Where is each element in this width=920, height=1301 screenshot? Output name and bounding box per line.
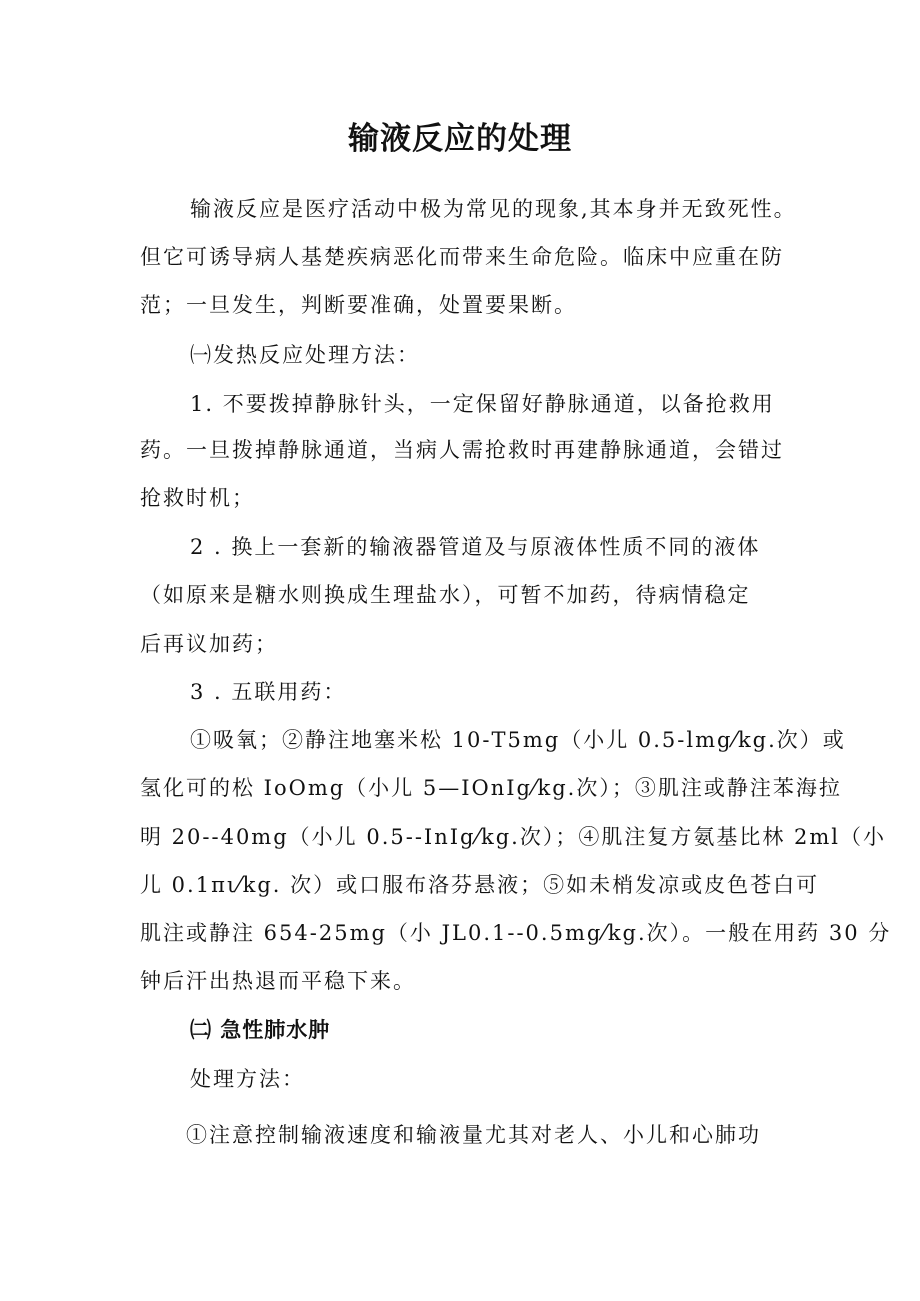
paragraph-line: 儿 0.1πι⁄kg. 次）或口服布洛芬悬液；⑤如未梢发凉或皮色苍白可 (140, 873, 820, 897)
paragraph-line: 1. 不要拨掉静脉针头，一定保留好静脉通道，以备抢救用 (190, 392, 775, 416)
paragraph-line: 范；一旦发生，判断要准确，处置要果断。 (140, 293, 577, 317)
paragraph-line: 3 . 五联用药： (190, 680, 347, 704)
paragraph-line: ①吸氧；②静注地塞米松 10-T5mg（小儿 0.5-lmg⁄kg.次）或 (190, 728, 846, 752)
paragraph-line: 药。一旦拨掉静脉通道，当病人需抢救时再建静脉通道，会错过 (140, 438, 784, 462)
paragraph-line: 输液反应是医疗活动中极为常见的现象,其本身并无致死性。 (190, 197, 797, 221)
paragraph-line: 抢救时机； (140, 486, 255, 510)
paragraph-line: 钟后汗出热退而平稳下来。 (140, 969, 416, 993)
paragraph-line: 氢化可的松 IoOmg（小儿 5—IOnIg⁄kg.次）；③肌注或静注苯海拉 (140, 776, 842, 800)
paragraph-line: 明 20--40mg（小儿 0.5--InIg⁄kg.次）；④肌注复方氨基比林 2ml（小 (140, 825, 887, 849)
paragraph-line: 肌注或静注 654-25mg（小 JL0.1--0.5mg⁄kg.次）。一般在用药 30 分 (140, 921, 892, 945)
paragraph-line: 但它可诱导病人基楚疾病恶化而带来生命危险。临床中应重在防 (140, 245, 784, 269)
paragraph-line: 后再议加药； (140, 632, 278, 656)
section-heading: ㈠发热反应处理方法： (190, 343, 420, 367)
paragraph-line: 2 . 换上一套新的输液器管道及与原液体性质不同的液体 (190, 535, 761, 559)
paragraph-line: （如原来是糖水则换成生理盐水），可暂不加药，待病情稳定 (140, 583, 751, 607)
page-title: 输液反应的处理 (348, 121, 572, 157)
section-heading: ㈡ 急性肺水肿 (190, 1018, 331, 1042)
paragraph-line: ①注意控制输液速度和输液量尤其对老人、小儿和心肺功 (186, 1123, 761, 1147)
paragraph-line: 处理方法： (190, 1067, 305, 1091)
